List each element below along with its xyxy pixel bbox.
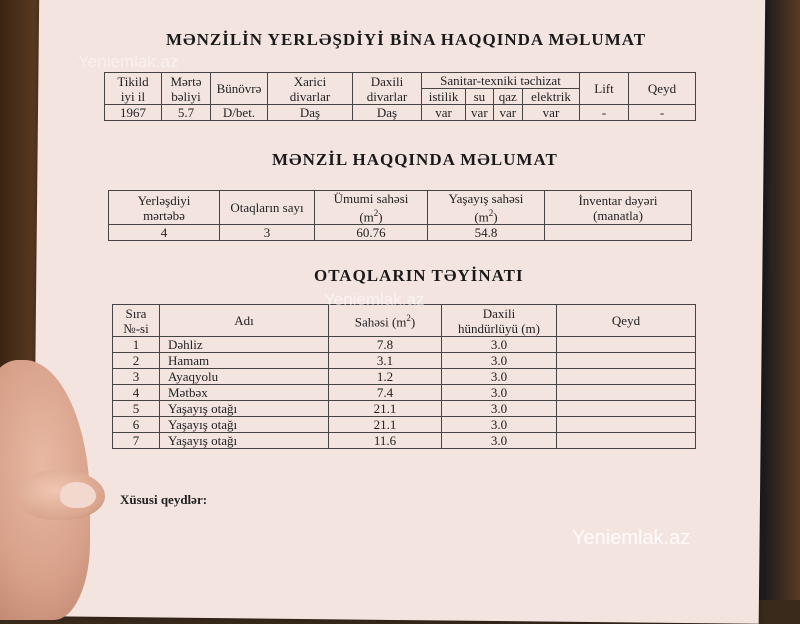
rooms-table — [112, 304, 696, 449]
room-area: 21.1 — [329, 401, 442, 417]
value-electric: var — [522, 105, 579, 121]
thumbnail — [60, 482, 96, 508]
room-name: Yaşayış otağı — [160, 417, 329, 433]
header-room-area: Sahəsi $(m^2)$ — [329, 305, 442, 337]
header-sanitary: Sanitar-texniki təchizat — [422, 73, 580, 89]
room-name: Hamam — [160, 353, 329, 369]
rooms-title: OTAQLARIN TƏYİNATI — [314, 266, 524, 285]
value-floor: 4 — [109, 225, 220, 241]
room-height: 3.0 — [442, 433, 557, 449]
value-total-area: 60.76 — [315, 225, 428, 241]
room-note — [557, 417, 696, 433]
header-heating: istilik — [422, 89, 466, 105]
value-note: - — [629, 105, 696, 121]
header-row-number: Sıra №-si — [113, 305, 160, 337]
room-area: 3.1 — [329, 353, 442, 369]
room-name: Yaşayış otağı — [160, 401, 329, 417]
header-room-name: Adı — [160, 305, 329, 337]
room-rows — [113, 337, 696, 449]
room-note — [557, 385, 696, 401]
watermark-top: Yeniemlak.az — [78, 52, 179, 71]
building-info-title: MƏNZİLİN YERLƏŞDİYİ BİNA HAQQINDA MƏLUMAT — [166, 30, 647, 49]
header-electric: elektrik — [522, 89, 579, 105]
room-area: 7.8 — [329, 337, 442, 353]
table-row — [113, 369, 696, 385]
room-note — [557, 433, 696, 449]
room-note — [557, 353, 696, 369]
header-water: su — [466, 89, 494, 105]
room-area: 7.4 — [329, 385, 442, 401]
value-living-area: 54.8 — [428, 225, 545, 241]
header-inventory-value: İnventar dəyəri (manatla) — [545, 191, 692, 225]
room-note — [557, 369, 696, 385]
header-note: Qeyd — [629, 73, 696, 105]
room-name: Yaşayış otağı — [160, 433, 329, 449]
room-height: 3.0 — [442, 369, 557, 385]
room-note — [557, 401, 696, 417]
watermark-middle: Yeniemlak.az — [324, 290, 425, 309]
room-number: 5 — [113, 401, 160, 417]
room-number: 6 — [113, 417, 160, 433]
header-floors: Mərtə bəliyi — [162, 73, 211, 105]
header-gas: qaz — [493, 89, 522, 105]
table-row — [113, 337, 696, 353]
header-exterior-walls: Xarici divarlar — [268, 73, 353, 105]
value-interior-walls: Daş — [353, 105, 422, 121]
value-room-count: 3 — [220, 225, 315, 241]
header-living-area: Yaşayış sahəsi $(m^2)$ — [428, 191, 545, 225]
room-note — [557, 337, 696, 353]
room-height: 3.0 — [442, 337, 557, 353]
value-heating: var — [422, 105, 466, 121]
room-area: 21.1 — [329, 417, 442, 433]
room-area: 1.2 — [329, 369, 442, 385]
header-total-area: Ümumi sahəsi $(m^2)$ — [315, 191, 428, 225]
table-row — [113, 417, 696, 433]
value-exterior-walls: Daş — [268, 105, 353, 121]
value-floors: 5.7 — [162, 105, 211, 121]
header-floor: Yerləşdiyi mərtəbə — [109, 191, 220, 225]
value-foundation: D/bet. — [211, 105, 268, 121]
room-height: 3.0 — [442, 401, 557, 417]
room-height: 3.0 — [442, 353, 557, 369]
value-gas: var — [493, 105, 522, 121]
value-lift: - — [580, 105, 629, 121]
header-foundation: Bünövrə — [211, 73, 268, 105]
header-room-count: Otaqların sayı — [220, 191, 315, 225]
room-name: Ayaqyolu — [160, 369, 329, 385]
apartment-info-title: MƏNZİL HAQQINDA MƏLUMAT — [272, 150, 558, 169]
header-interior-walls: Daxili divarlar — [353, 73, 422, 105]
header-lift: Lift — [580, 73, 629, 105]
table-row — [113, 385, 696, 401]
value-built: 1967 — [105, 105, 162, 121]
room-number: 2 — [113, 353, 160, 369]
value-inventory — [545, 225, 692, 241]
room-name: Mətbəx — [160, 385, 329, 401]
apartment-info-table — [108, 190, 692, 241]
room-name: Dəhliz — [160, 337, 329, 353]
room-height: 3.0 — [442, 385, 557, 401]
value-water: var — [466, 105, 494, 121]
header-built: Tikild iyi il — [105, 73, 162, 105]
room-number: 7 — [113, 433, 160, 449]
table-row — [113, 353, 696, 369]
special-notes-label: Xüsusi qeydlər: — [120, 492, 208, 507]
room-number: 1 — [113, 337, 160, 353]
header-room-note: Qeyd — [557, 305, 696, 337]
header-room-height: Daxili hündürlüyü (m) — [442, 305, 557, 337]
room-number: 3 — [113, 369, 160, 385]
room-height: 3.0 — [442, 417, 557, 433]
table-row — [113, 433, 696, 449]
room-number: 4 — [113, 385, 160, 401]
building-info-table — [104, 72, 696, 121]
table-row — [113, 401, 696, 417]
room-area: 11.6 — [329, 433, 442, 449]
watermark-bottom: Yeniemlak.az — [572, 527, 691, 549]
